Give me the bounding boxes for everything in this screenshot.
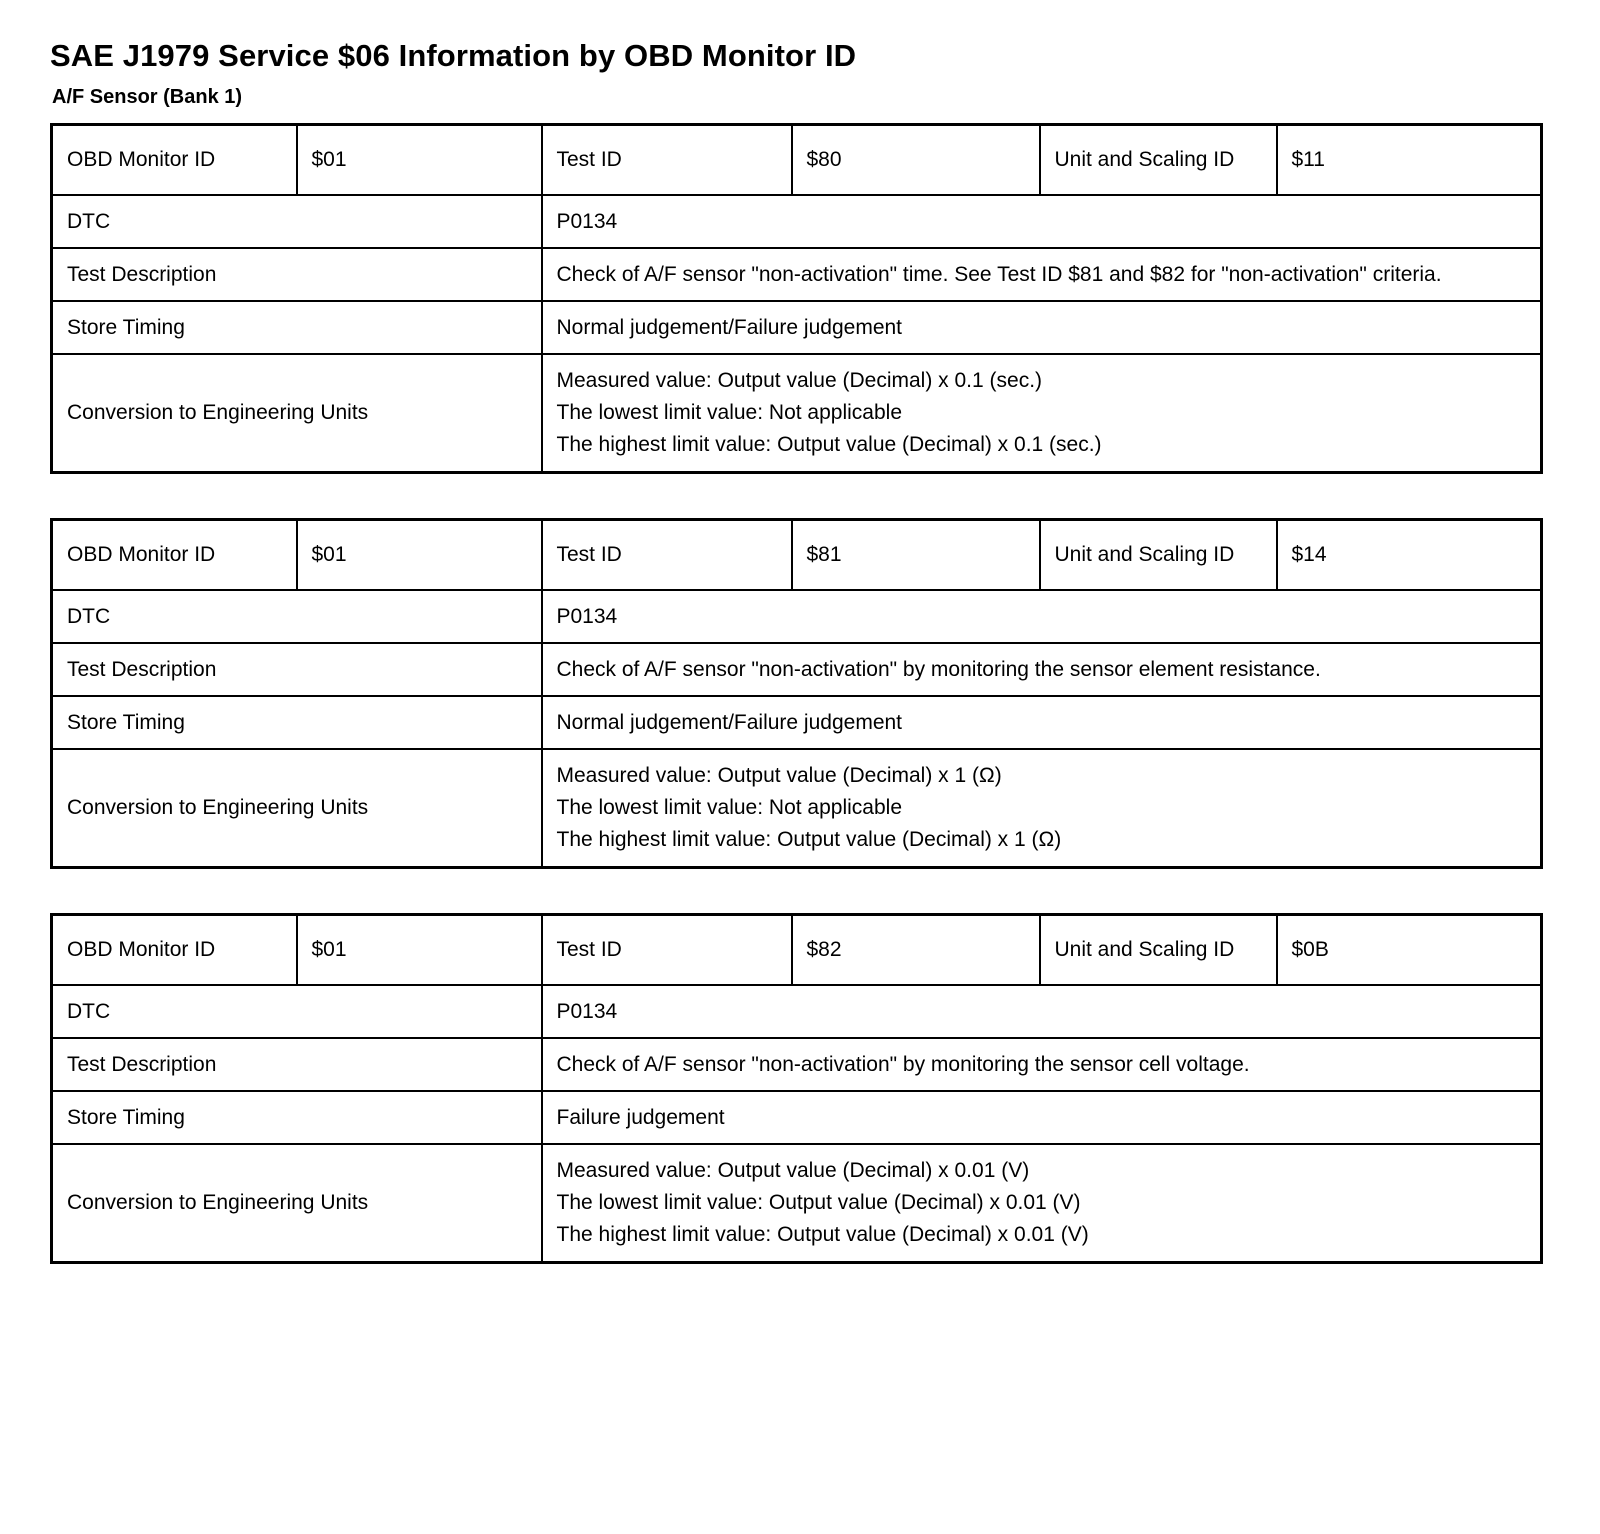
label-dtc: DTC	[52, 195, 542, 248]
value-obd-monitor-id: $01	[297, 914, 542, 985]
value-test-description: Check of A/F sensor "non-activation" by monitoring the sensor cell voltage.	[542, 1038, 1542, 1091]
conversion-line: The lowest limit value: Output value (Decimal) x 0.01 (V)	[556, 1190, 1081, 1214]
table-row	[52, 1144, 1542, 1262]
value-dtc: P0134	[542, 195, 1542, 248]
table-row	[52, 1038, 1542, 1091]
label-store-timing: Store Timing	[52, 696, 542, 749]
label-obd-monitor-id: OBD Monitor ID	[52, 914, 297, 985]
conversion-line: The lowest limit value: Not applicable	[556, 795, 902, 819]
table-row	[52, 124, 1542, 195]
value-conversion	[542, 354, 1542, 472]
monitor-table-2	[50, 518, 1543, 869]
table-row	[52, 195, 1542, 248]
conversion-line: Measured value: Output value (Decimal) x 0.01 (V)	[556, 1158, 1030, 1182]
conversion-line: Measured value: Output value (Decimal) x 1 (Ω)	[556, 763, 1002, 787]
label-test-description: Test Description	[52, 248, 542, 301]
table-row	[52, 749, 1542, 867]
label-test-description: Test Description	[52, 1038, 542, 1091]
table-row	[52, 985, 1542, 1038]
label-unit-and-scaling-id: Unit and Scaling ID	[1040, 124, 1277, 195]
section-subtitle: A/F Sensor (Bank 1)	[52, 85, 243, 108]
conversion-line: The highest limit value: Output value (Decimal) x 0.1 (sec.)	[556, 432, 1102, 456]
value-store-timing: Normal judgement/Failure judgement	[542, 301, 1542, 354]
label-test-id: Test ID	[542, 914, 792, 985]
monitor-table-1	[50, 123, 1543, 474]
value-obd-monitor-id: $01	[297, 124, 542, 195]
table-row	[52, 301, 1542, 354]
label-store-timing: Store Timing	[52, 1091, 542, 1144]
value-dtc: P0134	[542, 985, 1542, 1038]
label-test-id: Test ID	[542, 124, 792, 195]
value-test-description: Check of A/F sensor "non-activation" by monitoring the sensor element resistance.	[542, 643, 1542, 696]
label-unit-and-scaling-id: Unit and Scaling ID	[1040, 519, 1277, 590]
table-row	[52, 354, 1542, 472]
value-dtc: P0134	[542, 590, 1542, 643]
value-test-description: Check of A/F sensor "non-activation" time. See Test ID $81 and $82 for "non-activation" criteria.	[542, 248, 1542, 301]
conversion-line: The highest limit value: Output value (Decimal) x 1 (Ω)	[556, 827, 1062, 851]
label-obd-monitor-id: OBD Monitor ID	[52, 124, 297, 195]
conversion-line: The lowest limit value: Not applicable	[556, 400, 902, 424]
label-dtc: DTC	[52, 985, 542, 1038]
table-row	[52, 1091, 1542, 1144]
label-test-id: Test ID	[542, 519, 792, 590]
page-title: SAE J1979 Service $06 Information by OBD Monitor ID	[50, 38, 857, 73]
table-row	[52, 590, 1542, 643]
label-obd-monitor-id: OBD Monitor ID	[52, 519, 297, 590]
conversion-line: The highest limit value: Output value (Decimal) x 0.01 (V)	[556, 1222, 1089, 1246]
table-row	[52, 519, 1542, 590]
value-test-id: $80	[792, 124, 1040, 195]
value-store-timing: Failure judgement	[542, 1091, 1542, 1144]
table-row	[52, 696, 1542, 749]
value-unit-and-scaling-id: $14	[1277, 519, 1542, 590]
label-unit-and-scaling-id: Unit and Scaling ID	[1040, 914, 1277, 985]
label-dtc: DTC	[52, 590, 542, 643]
value-obd-monitor-id: $01	[297, 519, 542, 590]
value-unit-and-scaling-id: $11	[1277, 124, 1542, 195]
value-test-id: $82	[792, 914, 1040, 985]
value-test-id: $81	[792, 519, 1040, 590]
label-test-description: Test Description	[52, 643, 542, 696]
value-conversion	[542, 749, 1542, 867]
value-store-timing: Normal judgement/Failure judgement	[542, 696, 1542, 749]
value-conversion	[542, 1144, 1542, 1262]
label-store-timing: Store Timing	[52, 301, 542, 354]
conversion-line: Measured value: Output value (Decimal) x 0.1 (sec.)	[556, 368, 1043, 392]
label-conversion: Conversion to Engineering Units	[52, 354, 542, 472]
label-conversion: Conversion to Engineering Units	[52, 749, 542, 867]
table-row	[52, 248, 1542, 301]
table-row	[52, 914, 1542, 985]
value-unit-and-scaling-id: $0B	[1277, 914, 1542, 985]
table-row	[52, 643, 1542, 696]
monitor-table-3	[50, 913, 1543, 1264]
label-conversion: Conversion to Engineering Units	[52, 1144, 542, 1262]
